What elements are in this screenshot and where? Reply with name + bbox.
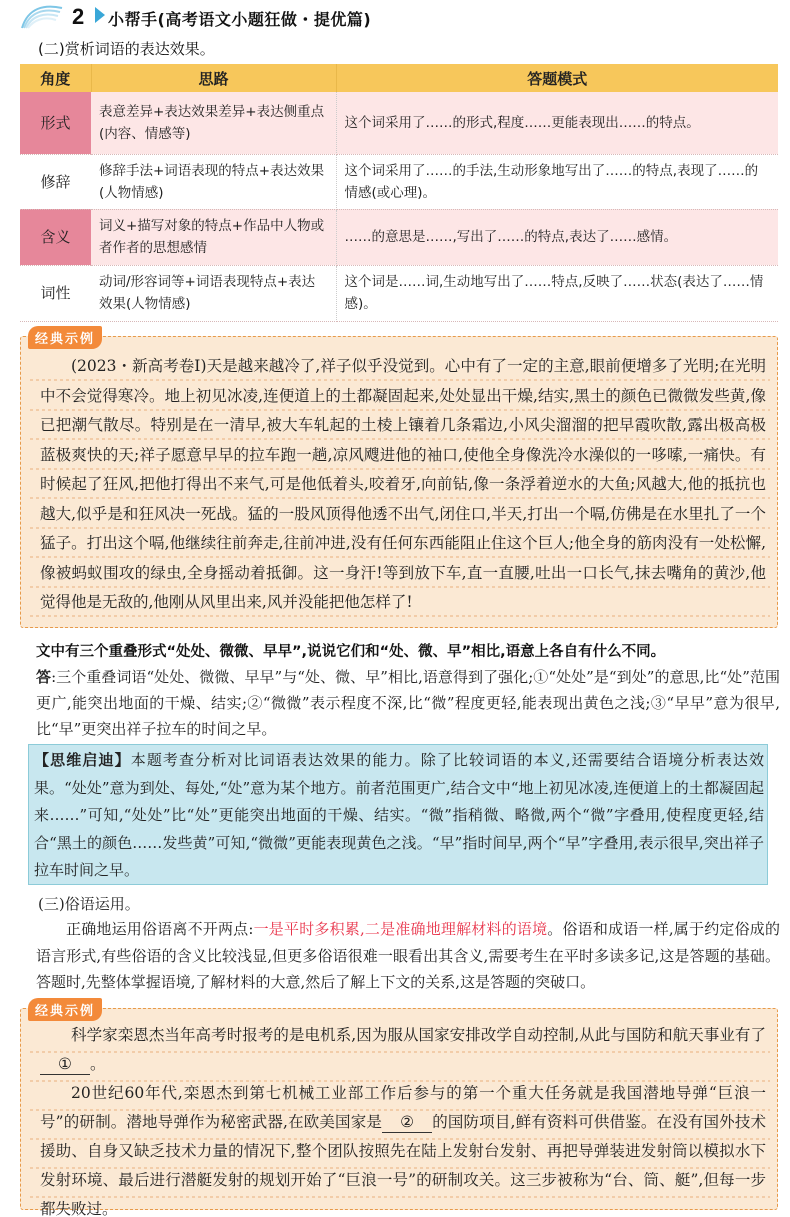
table-row: [20, 154, 778, 209]
example2-p1-end: 。: [90, 1055, 106, 1073]
table-row: [20, 92, 778, 154]
answer-blank-2[interactable]: ②: [382, 1112, 432, 1133]
section3-key-points: 一是平时多积累,二是准确地理解材料的语境: [253, 920, 548, 938]
section-heading-3: (三)俗语运用。: [38, 895, 140, 913]
thinking-text: 本题考查分析对比词语表达效果的能力。除了比较词语的本义,还需要结合语境分析表达效果。“处处”意为到处、每处,“处”意为某个地方。前者范围更广,结合文中“地上初见冰凌,连便道上的土都凝固起来……”可知,“处处”比“处”更能突出地面的干燥、结实。“微”指稍微、略微,两个“微”字叠用,使程度更轻,结合“黑土的颜色……发些黄”可知,“微微”更能表现黄色之浅。“早”指时间早,两个“早”字叠用,表示很早,突出祥子拉车时间之早。: [34, 751, 764, 879]
table-cell-pattern: 这个词采用了……的手法,生动形象地写出了……的特点,表现了……的情感(或心理)。: [336, 154, 778, 209]
section3-intro-b: 。俗语和成语一样,属于约定俗成的语言形式,有些俗语的含义比较浅显,但更多俗语很难一眼看出其含义,需要考生在平时多读多记,这是答题的基础。答题时,先整体掌握语境,了解材料的大意,然后了解上下文的关系,这是答题的突破口。: [36, 920, 780, 991]
table-cell-pattern: 这个词是……词,生动地写出了……特点,反映了……状态(表达了……情感)。: [336, 265, 778, 321]
table-cell-thought: 修辞手法+词语表现的特点+表达效果(人物情感): [91, 154, 336, 209]
thinking-label: 【思维启迪】: [34, 751, 131, 769]
table-cell-angle: 词性: [20, 265, 91, 321]
example-tag-1: 经典示例: [28, 326, 102, 349]
section3-paragraph: [36, 916, 780, 996]
table-cell-thought: 表意差异+表达效果差异+表达侧重点(内容、情感等): [91, 92, 336, 154]
table-cell-thought: 动词/形容词等+词语表现特点+表达效果(人物情感): [91, 265, 336, 321]
example2-p2-end: 的国防项目,鲜有资料可供借鉴。在没有国外技术援助、自身又缺乏技术力量的情况下,整个团队按照先在陆上发射台发射、再把导弹装进发射筒以模拟水下发射环境、最后进行潜艇发射的规划开始了“巨浪一号”的研制攻关。这三步被称为“台、筒、艇”,但每一步都失败过。: [40, 1113, 766, 1217]
page-number: 2: [72, 4, 85, 29]
thinking-content: [34, 747, 764, 885]
play-arrow-icon: [95, 7, 105, 23]
table-cell-thought: 词义+描写对象的特点+作品中人物或者作者的思想感情: [91, 209, 336, 265]
example-tag-2: 经典示例: [28, 998, 102, 1021]
answer-text: :三个重叠词语“处处、微微、早早”与“处、微、早”相比,语意得到了强化;①“处处”是“到处”的意思,比“处”范围更广,能突出地面的干燥、结实;②“微微”表示程度不深,比“微”程度更轻,能表现出黄色之浅;③“早早”意为很早,比“早”更突出祥子拉车的时间之早。: [36, 668, 780, 738]
book-title: 小帮手(高考语文小题狂做・提优篇): [108, 10, 372, 29]
table-row: [20, 209, 778, 265]
table-header-angle: 角度: [20, 64, 91, 92]
answer-pattern-table: [20, 64, 778, 322]
section-heading-2: (二)赏析词语的表达效果。: [38, 40, 215, 58]
example2-paragraph-1: [40, 1021, 766, 1079]
answer-label: 答: [36, 668, 52, 686]
example2-paragraph-2: [40, 1079, 766, 1217]
example-passage-2: [40, 1021, 766, 1217]
page-header: [0, 0, 790, 32]
table-cell-pattern: 这个词采用了……的形式,程度……更能表现出……的特点。: [336, 92, 778, 154]
table-header-thought: 思路: [91, 64, 336, 92]
book-page-decoration-icon: [18, 2, 66, 30]
example2-p1-text: 科学家栾恩杰当年高考时报考的是电机系,因为服从国家安排改学自动控制,从此与国防和航天事业有了: [71, 1026, 766, 1044]
answer-block: [36, 664, 780, 742]
table-cell-pattern: ……的意思是……,写出了……的特点,表达了……感情。: [336, 209, 778, 265]
answer-blank-1[interactable]: ①: [40, 1054, 90, 1075]
table-header-pattern: 答题模式: [336, 64, 778, 92]
table-cell-angle: 含义: [20, 209, 91, 265]
table-row: [20, 265, 778, 321]
example-passage-text: (2023・新高考卷Ⅰ)天是越来越冷了,祥子似乎没觉到。心中有了一定的主意,眼前便增多了光明;在光明中不会觉得寒冷。地上初见冰凌,连便道上的土都凝固起来,处处显出干燥,结实,黑土的颜色已微微发些黄,像已把潮气散尽。特别是在一清早,被大车轧起的土棱上镶着几条霜边,小风尖溜溜的把早霞吹散,露出极高极蓝极爽快的天;祥子愿意早早的拉车跑一趟,凉风飕进他的袖口,使他全身像洗冷水澡似的一哆嗦,一痛快。有时候起了狂风,把他打得出不来气,可是他低着头,咬着牙,向前钻,像一条浮着逆水的大鱼;风越大,他的抵抗也越大,似乎是和狂风决一死战。猛的一股风顶得他透不出气,闭住口,半天,打出一个嗝,仿佛是在水里扎了一个猛子。打出这个嗝,他继续往前奔走,往前冲进,没有任何东西能阻止住这个巨人;他全身的筋肉没有一处松懈,像被蚂蚁围攻的绿虫,全身摇动着抵御。这一身汗!等到放下车,直一直腰,吐出一口长气,抹去嘴角的黄沙,他觉得他是无敌的,他刚从风里出来,风并没能把他怎样了!: [40, 357, 766, 611]
table-cell-angle: 形式: [20, 92, 91, 154]
example2-p2-text: 20世纪60年代,栾恩杰到第七机械工业部工作后参与的第一个重大任务就是我国潜地导弹“巨浪一号”的研制。潜地导弹作为秘密武器,在欧美国家是: [40, 1084, 766, 1131]
question-text: 文中有三个重叠形式“处处、微微、早早”,说说它们和“处、微、早”相比,语意上各自有什么不同。: [36, 644, 666, 660]
section3-intro-a: 正确地运用俗语离不开两点:: [66, 920, 254, 938]
table-cell-angle: 修辞: [20, 154, 91, 209]
example-passage-1: [40, 352, 766, 618]
